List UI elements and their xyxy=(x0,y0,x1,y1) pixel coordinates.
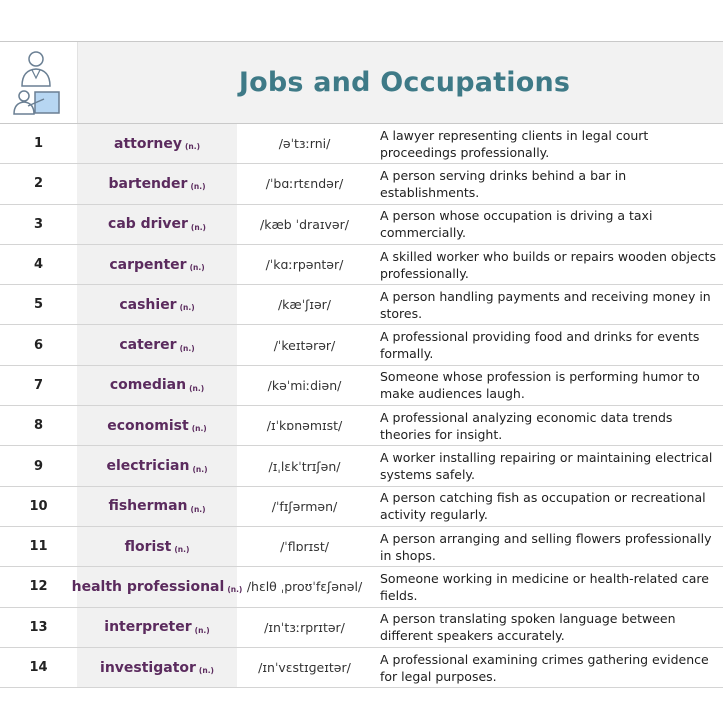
header xyxy=(0,42,723,124)
row-number: 14 xyxy=(0,648,77,687)
definition: A professional analyzing economic data trends theories for insight. xyxy=(380,409,673,442)
word-cell xyxy=(77,164,237,203)
table-row xyxy=(0,325,723,365)
word-cell xyxy=(77,527,237,566)
definition: A professional providing food and drinks for events formally. xyxy=(380,329,700,362)
table-row xyxy=(0,527,723,567)
word-cell xyxy=(77,245,237,284)
part-of-speech: (n.) xyxy=(191,424,207,434)
pronunciation: /ˈfɪʃərmən/ xyxy=(237,487,372,526)
pronunciation: /ɪˈkɒnəmɪst/ xyxy=(237,406,372,445)
row-number: 9 xyxy=(0,446,77,485)
word: comedian xyxy=(109,377,187,394)
pronunciation: /kəˈmiːdiən/ xyxy=(237,366,372,405)
vocabulary-sheet xyxy=(0,41,723,684)
table-row xyxy=(0,648,723,688)
table-row xyxy=(0,205,723,245)
row-number: 3 xyxy=(0,205,77,244)
definition-cell xyxy=(372,648,723,687)
word: bartender xyxy=(108,175,188,192)
definition-cell xyxy=(372,567,723,606)
definition: A person serving drinks behind a bar in establishments. xyxy=(380,167,627,200)
part-of-speech: (n.) xyxy=(190,504,206,514)
definition: Someone working in medicine or health-related care fields. xyxy=(380,570,709,603)
part-of-speech: (n.) xyxy=(198,666,214,675)
definition: A person whose occupation is driving a taxi commercially. xyxy=(380,208,653,241)
row-number: 4 xyxy=(0,245,77,284)
row-number: 6 xyxy=(0,325,77,364)
part-of-speech: (n.) xyxy=(190,222,206,232)
part-of-speech: (n.) xyxy=(184,142,200,152)
definition-cell xyxy=(372,164,723,203)
title-cell xyxy=(78,42,723,123)
definition-cell xyxy=(372,285,723,324)
teacher-presentation-icon xyxy=(10,48,62,116)
word: electrician xyxy=(106,458,190,475)
definition: A worker installing repairing or maintaining electrical systems safely. xyxy=(380,450,713,483)
part-of-speech: (n.) xyxy=(190,182,206,192)
row-number: 1 xyxy=(0,124,77,163)
row-number: 13 xyxy=(0,608,77,647)
table-row xyxy=(0,124,723,164)
definition-cell xyxy=(372,608,723,647)
part-of-speech: (n.) xyxy=(227,585,243,595)
pronunciation: /ˈkɑːrpəntər/ xyxy=(237,245,372,284)
table-row xyxy=(0,446,723,486)
definition: A person arranging and selling flowers professionally in shops. xyxy=(380,530,712,563)
table-row xyxy=(0,487,723,527)
definition: A professional examining crimes gathering evidence for legal purposes. xyxy=(380,651,709,684)
part-of-speech: (n.) xyxy=(194,625,210,635)
row-number: 7 xyxy=(0,366,77,405)
word: investigator xyxy=(100,659,196,676)
part-of-speech: (n.) xyxy=(179,303,195,313)
word-cell xyxy=(77,325,237,364)
table-row xyxy=(0,164,723,204)
word: florist xyxy=(124,538,172,555)
definition-cell xyxy=(372,487,723,526)
table-row xyxy=(0,285,723,325)
table-row xyxy=(0,406,723,446)
definition: A person catching fish as occupation or recreational activity regularly. xyxy=(380,490,706,523)
definition-cell xyxy=(372,446,723,485)
row-number: 5 xyxy=(0,285,77,324)
word-cell xyxy=(77,608,237,647)
definition-cell xyxy=(372,406,723,445)
word-cell xyxy=(77,285,237,324)
pronunciation: /ɪnˈvɛstɪɡeɪtər/ xyxy=(237,648,372,687)
row-number: 10 xyxy=(0,487,77,526)
definition: Someone whose profession is performing humor to make audiences laugh. xyxy=(380,369,700,402)
definition-cell xyxy=(372,325,723,364)
word: fisherman xyxy=(108,498,188,515)
word-cell xyxy=(71,567,243,606)
word: cashier xyxy=(119,296,177,313)
pronunciation: /hɛlθ ˌproʊˈfɛʃənəl/ xyxy=(237,567,372,606)
word: interpreter xyxy=(104,619,192,636)
definition-cell xyxy=(372,245,723,284)
pronunciation: /kæˈʃɪər/ xyxy=(237,285,372,324)
word-cell xyxy=(77,406,237,445)
pronunciation: /ɪˌlɛkˈtrɪʃən/ xyxy=(237,446,372,485)
part-of-speech: (n.) xyxy=(189,383,205,393)
logo-cell xyxy=(0,42,78,123)
row-number: 2 xyxy=(0,164,77,203)
table-row xyxy=(0,366,723,406)
table-row xyxy=(0,608,723,648)
definition: A person translating spoken language between different speakers accurately. xyxy=(380,611,676,644)
definition-cell xyxy=(372,366,723,405)
word-cell xyxy=(77,648,237,687)
pronunciation: /ˈbɑːrtɛndər/ xyxy=(237,164,372,203)
part-of-speech: (n.) xyxy=(174,545,190,555)
table-row xyxy=(0,567,723,607)
word: carpenter xyxy=(109,256,187,273)
pronunciation: /ˈflɒrɪst/ xyxy=(237,527,372,566)
word: economist xyxy=(107,417,189,434)
word: attorney xyxy=(114,135,182,152)
page-title: Jobs and Occupations xyxy=(238,67,571,98)
word-cell xyxy=(77,366,237,405)
definition: A person handling payments and receiving money in stores. xyxy=(380,288,711,321)
definition: A skilled worker who builds or repairs wooden objects professionally. xyxy=(380,248,716,281)
definition-cell xyxy=(372,527,723,566)
part-of-speech: (n.) xyxy=(179,343,195,353)
vocabulary-table xyxy=(0,124,723,688)
definition-cell xyxy=(372,205,723,244)
part-of-speech: (n.) xyxy=(189,263,205,273)
pronunciation: /ɪnˈtɜːrprɪtər/ xyxy=(237,608,372,647)
word-cell xyxy=(77,446,237,485)
word: caterer xyxy=(119,337,177,354)
row-number: 12 xyxy=(0,567,77,606)
word: cab driver xyxy=(108,216,188,233)
part-of-speech: (n.) xyxy=(192,464,208,474)
word-cell xyxy=(77,124,237,163)
pronunciation: /kæb ˈdraɪvər/ xyxy=(237,205,372,244)
row-number: 11 xyxy=(0,527,77,566)
definition-cell xyxy=(372,124,723,163)
table-row xyxy=(0,245,723,285)
pronunciation: /ˈkeɪtərər/ xyxy=(237,325,372,364)
word-cell xyxy=(77,487,237,526)
word-cell xyxy=(77,205,237,244)
row-number: 8 xyxy=(0,406,77,445)
pronunciation: /əˈtɜːrni/ xyxy=(237,124,372,163)
word: health professional xyxy=(71,578,225,595)
definition: A lawyer representing clients in legal court proceedings professionally. xyxy=(380,127,649,160)
